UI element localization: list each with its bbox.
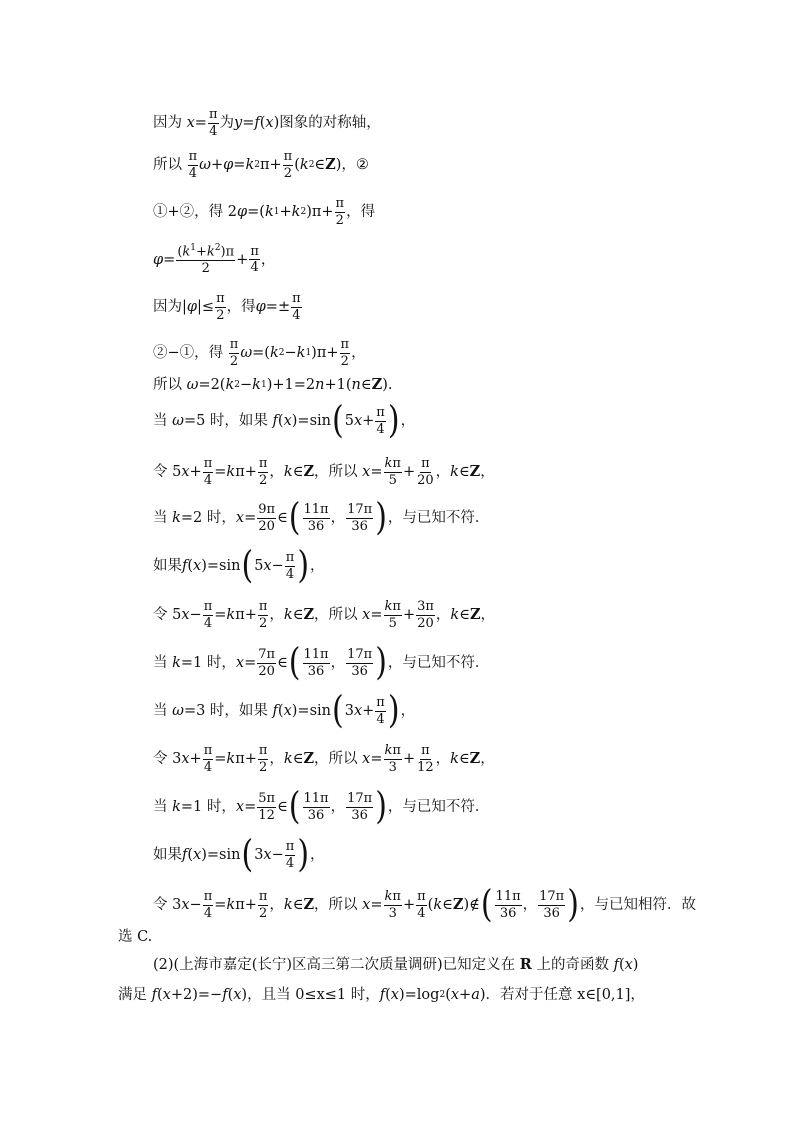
solution-line-19 xyxy=(118,930,152,945)
text: ，且当 0≤x≤1 时， xyxy=(247,987,380,1003)
solution-line-18: 令 3 x − $\frac{\pi}{4}$ = k π+ $\frac{\pi}{2}$ ， k ∈ Z ，所以 x = $\frac{k\pi}{3}$ + $\frac{\pi}{4}$ ( k ∈ Z )∉ ( $\frac{11\pi}{36}$ ， $\frac{17\pi}{36}$ ) ，与已知相符．故 xyxy=(153,882,696,927)
text: ，所以 xyxy=(314,750,358,767)
text: ，所以 xyxy=(314,606,358,623)
solution-line-5: 因为 | φ |≤ $\frac{\pi}{2}$ ，得 φ =± $\frac{\pi}{4}$ xyxy=(153,291,301,323)
solution-line-3: ①+②，得 2 φ =( k 1 + k 2 )π+ $\frac{\pi}{2}$ ，得 xyxy=(153,196,376,228)
text: ①+②，得 xyxy=(153,203,224,220)
solution-line-17: 如果 f ( x )=sin ( 3 x − $\frac{\pi}{4}$ ) ， xyxy=(153,832,325,877)
text: 当 xyxy=(153,702,168,719)
text: 当 xyxy=(153,509,168,526)
text: 时， xyxy=(206,509,236,526)
solution-line-8: 当 ω =5 时，如果 f ( x )=sin ( 5 x + $\frac{\pi}{4}$ ) ， xyxy=(153,398,416,443)
solution-line-15: 令 3 x + $\frac{\pi}{4}$ = k π+ $\frac{\pi}{2}$ ， k ∈ Z ，所以 x = $\frac{k\pi}{3}$ + $\frac{\pi}{12}$ ， k ∈ Z ， xyxy=(153,743,495,775)
solution-line-10: 当 k =2 时， x = $\frac{9\pi}{20}$ ∈ ( $\frac{11\pi}{36}$ ， $\frac{17\pi}{36}$ ) ，与已知不符． xyxy=(153,495,490,540)
text: ②−①，得 xyxy=(153,344,224,361)
text: 时，如果 xyxy=(209,412,268,429)
text: 当 xyxy=(153,654,168,671)
solution-line-12: 令 5 x − $\frac{\pi}{4}$ = k π+ $\frac{\pi}{2}$ ， k ∈ Z ，所以 x = $\frac{k\pi}{5}$ + $\frac{3\pi}{20}$ ， k ∈ Z ， xyxy=(153,599,496,631)
text: 如果 xyxy=(153,846,182,863)
text: 令 xyxy=(153,606,168,623)
solution-line-4: φ = $\frac{(k^1+k^2)\pi}{2}$ + $\frac{\pi}{4}$ ， xyxy=(153,243,276,276)
text: 令 xyxy=(153,750,168,767)
text: 时， xyxy=(206,654,236,671)
text: 时， xyxy=(206,798,236,815)
solution-line-6: ②−①，得 $\frac{\pi}{2}$ ω =( k 2 − k 1 )π+ $\frac{\pi}{2}$ ， xyxy=(153,337,366,369)
solution-line-7: 所以 ω =2( k 2 − k 1 )+1=2 n +1( n ∈ Z ). xyxy=(153,376,393,393)
text: ，得 xyxy=(346,203,376,220)
solution-line-11: 如果 f ( x )=sin ( 5 x − $\frac{\pi}{4}$ ) ， xyxy=(153,543,325,588)
solution-line-2: 所以 $\frac{\pi}{4}$ ω + φ = k 2 π+ $\frac{\pi}{2}$ ( k 2 ∈ Z )， ② xyxy=(153,149,369,181)
text: 所以 xyxy=(153,377,182,393)
text: 图象的对称轴， xyxy=(279,114,381,131)
solution-line-1: 因为 x = $\frac{\pi}{4}$ 为 y = f ( x ) 图象的对称轴， xyxy=(153,107,381,139)
solution-line-14: 当 ω =3 时，如果 f ( x )=sin ( 3 x + $\frac{\pi}{4}$ ) ， xyxy=(153,688,416,733)
text: ，所以 xyxy=(314,463,358,480)
text: 为 xyxy=(219,114,234,131)
text: 选 C. xyxy=(118,929,153,945)
text: ② xyxy=(355,156,369,173)
text: 令 xyxy=(153,896,168,913)
solution-line-13: 当 k =1 时， x = $\frac{7\pi}{20}$ ∈ ( $\frac{11\pi}{36}$ ， $\frac{17\pi}{36}$ ) ，与已知不符． xyxy=(153,640,490,685)
text: ．若对于任意 x∈[0,1]， xyxy=(485,987,645,1003)
text: 满足 xyxy=(118,987,147,1003)
text: 时，如果 xyxy=(209,702,268,719)
solution-line-16: 当 k =1 时， x = $\frac{5\pi}{12}$ ∈ ( $\frac{11\pi}{36}$ ， $\frac{17\pi}{36}$ ) ，与已知不符． xyxy=(153,784,490,829)
text: 因为 xyxy=(153,114,182,131)
text: 如果 xyxy=(153,557,182,574)
text: 当 xyxy=(153,798,168,815)
text: ，与已知不符． xyxy=(387,654,490,671)
solution-line-9: 令 5 x + $\frac{\pi}{4}$ = k π+ $\frac{\pi}{2}$ ， k ∈ Z ，所以 x = $\frac{k\pi}{5}$ + $\frac{\pi}{20}$ ， k ∈ Z ， xyxy=(153,456,495,488)
text: (2)(上海市嘉定(长宁)区高三第二次质量调研)已知定义在 xyxy=(153,957,516,973)
text: ，与已知不符． xyxy=(387,798,490,815)
text: ，所以 xyxy=(314,896,358,913)
text: 因为 xyxy=(153,298,182,315)
text: R xyxy=(519,956,532,973)
text: ，与已知不符． xyxy=(387,509,490,526)
text: 令 xyxy=(153,463,168,480)
text: ，与已知相符．故 xyxy=(579,896,696,913)
text: 所以 xyxy=(153,156,182,173)
text: 当 xyxy=(153,412,168,429)
text: 上的奇函数 xyxy=(536,957,609,973)
problem-2-line-1: (2)(上海市嘉定(长宁)区高三第二次质量调研)已知定义在 R 上的奇函数 f ( x ) xyxy=(153,956,639,973)
problem-2-line-2: 满足 f ( x +2)=− f ( x ) ，且当 0≤x≤1 时， f ( x )=log 2 ( x + a ) ．若对于任意 x∈[0,1]， xyxy=(118,987,645,1003)
